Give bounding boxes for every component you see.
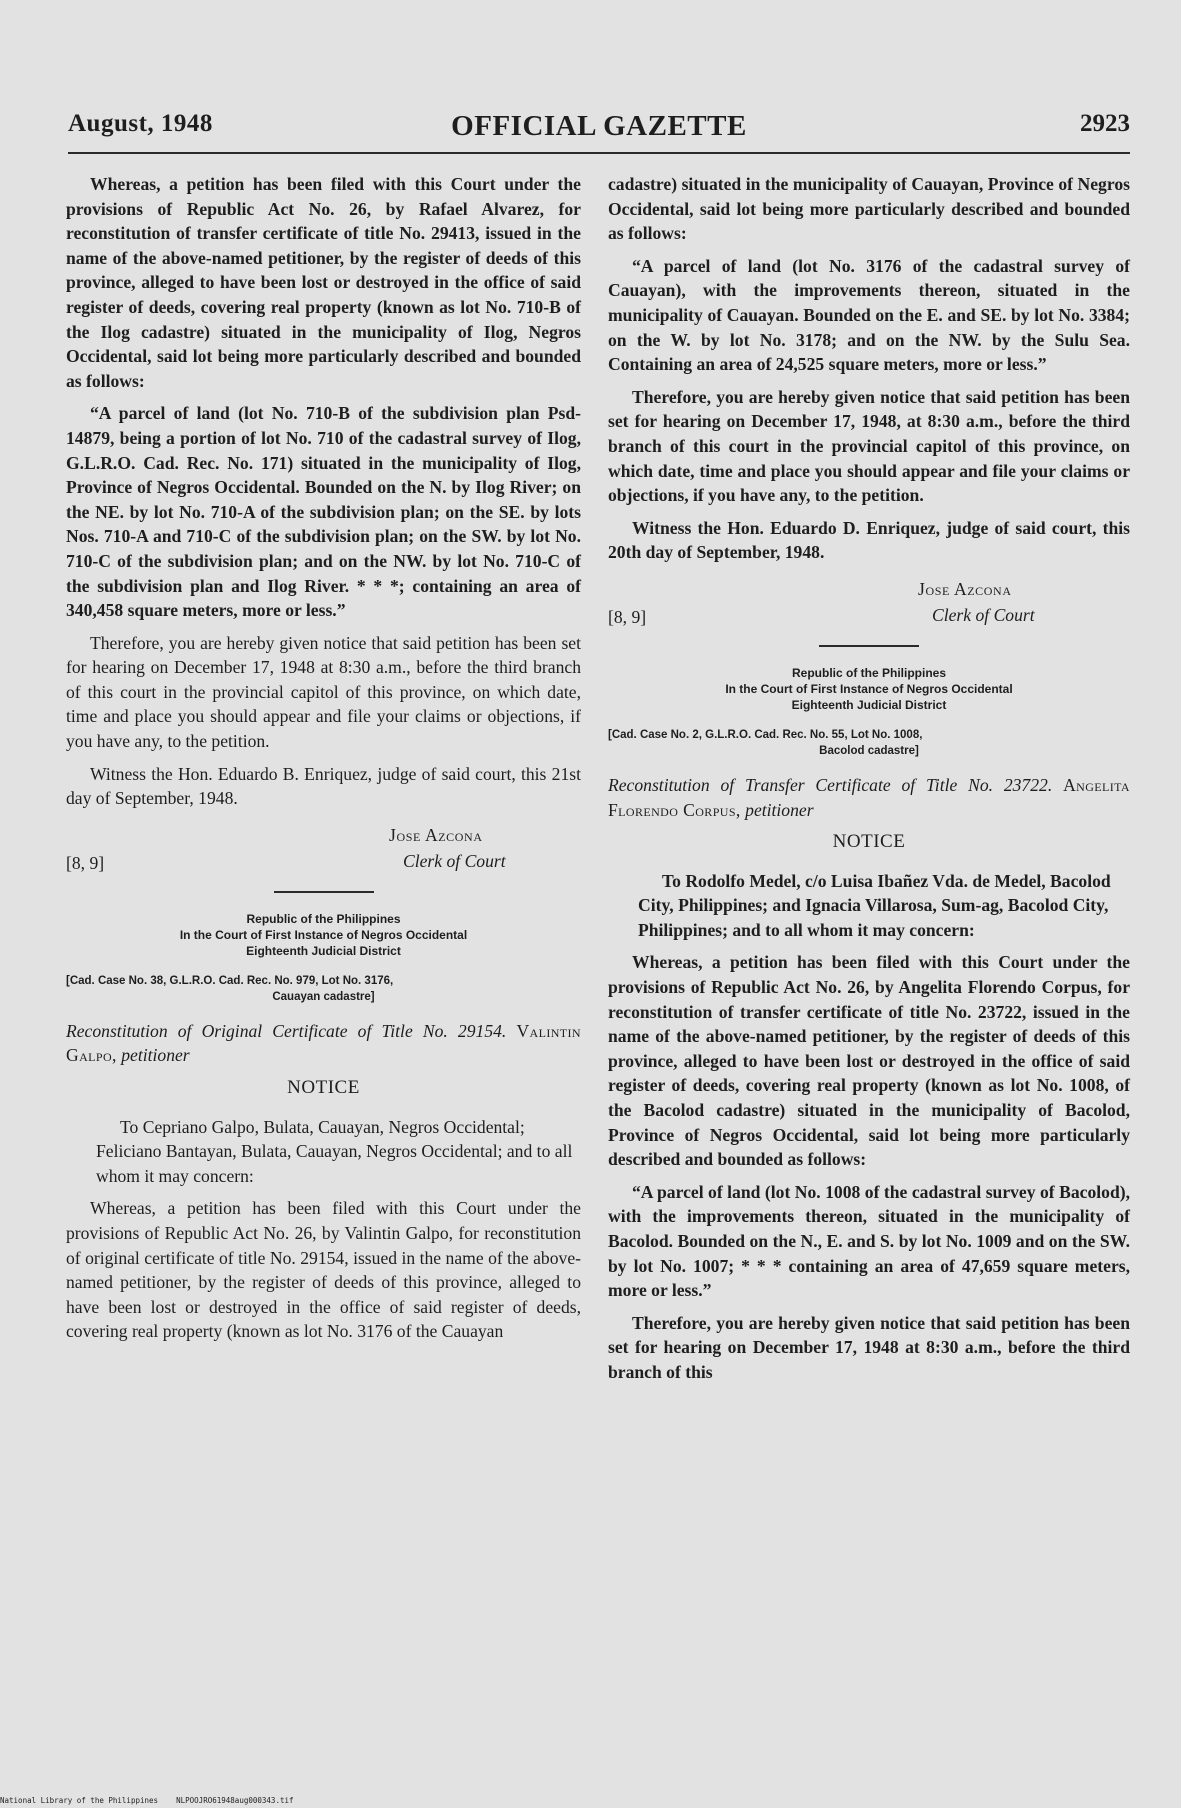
header-page-number: 2923 xyxy=(1080,110,1130,137)
court-line: Eighteenth Judicial District xyxy=(791,697,947,712)
court-line: Eighteenth Judicial District xyxy=(246,943,401,958)
case-line: Bacolod cadastre] xyxy=(819,744,919,757)
header-rule xyxy=(68,152,1130,154)
signatory-title: Clerk of Court xyxy=(403,850,506,871)
court-line: Republic of the Philippines xyxy=(791,665,946,680)
court-line: In the Court of First Instance of Negros Occidental xyxy=(725,681,1013,696)
case-line: [Cad. Case No. 38, G.L.R.O. Cad. Rec. No. 979, Lot No. 3176, xyxy=(66,974,394,987)
paragraph: Whereas, a petition has been filed with this Court under the provisions of Republic Act No. 26, by Rafael Alvarez, for reconstitution of transfer certificate of title No. 29413, issued in the name of the above-named petitioner, by the register of deeds of this province, alleged to have been lost or destroyed in the office of said register of deeds, covering real property (known as lot No. 710-B of the Ilog cadastre) situated in the municipality of Ilog, Negros Occidental, said lot being more particularly described and bounded as follows: xyxy=(66,174,581,391)
petitioner-role: petitioner xyxy=(121,1045,190,1066)
footer-file: NLPOOJRO61948aug000343.tif xyxy=(176,1796,294,1805)
paragraph: Witness the Hon. Eduardo B. Enriquez, judge of said court, this 21st day of September, 1948. xyxy=(66,763,581,809)
signature-block xyxy=(608,577,1130,631)
petitioner-name: Angelita Florendo Corpus, xyxy=(608,774,1130,820)
paragraph: Whereas, a petition has been filed with this Court under the provisions of Republic Act No. 26, by Valintin Galpo, for reconstitution of original certificate of title No. 29154, issued in the name of the above-named petitioner, by the register of deeds of this province, alleged to have been lost or destroyed in the office of said register of deeds, covering real property (known as lot No. 3176 of the Cauayan xyxy=(66,1198,581,1342)
issue-reference: [8, 9] xyxy=(608,606,647,627)
petitioner-role: petitioner xyxy=(745,799,814,820)
court-line: In the Court of First Instance of Negros Occidental xyxy=(179,927,468,942)
paragraph: Witness the Hon. Eduardo D. Enriquez, judge of said court, this 20th day of September, 1948. xyxy=(608,517,1130,563)
section-divider xyxy=(819,645,919,647)
petitioner-name: Valintin Galpo, xyxy=(66,1020,581,1066)
left-column xyxy=(66,172,581,1352)
case-reference xyxy=(608,727,1130,759)
paragraph: Therefore, you are hereby given notice that said petition has been set for hearing on December 17, 1948 at 8:30 a.m., before the third branch of this court in the provincial capitol of this province, on which date, time and place you should appear and file your claims or objections, if you have any, to the petition. xyxy=(66,632,581,752)
case-line: Cauayan cadastre] xyxy=(272,990,375,1003)
header-title: OFFICIAL GAZETTE xyxy=(451,110,747,142)
recon-title-text: Reconstitution of Original Certificate of Title No. 29154. xyxy=(66,1020,507,1041)
addressees: To Cepriano Galpo, Bulata, Cauayan, Negros Occidental; Feliciano Bantayan, Bulata, Cauayan, Negros Occidental; and to all whom it may concern: xyxy=(96,1116,573,1186)
scan-footer xyxy=(0,1796,1181,1805)
paragraph: Therefore, you are hereby given notice that said petition has been set for hearing on December 17, 1948 at 8:30 a.m., before the third branch of this xyxy=(608,1312,1130,1382)
reconstitution-title xyxy=(66,1019,581,1068)
reconstitution-title xyxy=(608,773,1130,822)
notice-heading: NOTICE xyxy=(832,831,906,853)
addressees: To Rodolfo Medel, c/o Luisa Ibañez Vda. de Medel, Bacolod City, Philippines; and Ignacia Villarosa, Sum-ag, Bacolod City, Philippines; and to all whom it may concern: xyxy=(638,870,1111,940)
issue-reference: [8, 9] xyxy=(66,852,105,873)
footer-source: National Library of the Philippines xyxy=(0,1796,159,1805)
right-column xyxy=(608,172,1130,1393)
section-divider xyxy=(274,891,374,893)
paragraph: Whereas, a petition has been filed with this Court under the provisions of Republic Act No. 26, by Angelita Florendo Corpus, for reconstitution of transfer certificate of title No. 23722, issued in the name of the above-named petitioner, by the register of deeds of this province, alleged to have been lost or destroyed in the office of said register of deeds, covering real property (known as lot No. 1008, of the Bacolod cadastre) situated in the municipality of Bacolod, Province of Negros Occidental, said lot being more particularly described and bounded as follows: xyxy=(608,952,1130,1170)
signature-block xyxy=(66,823,581,877)
signatory-name: Jose Azcona xyxy=(389,824,483,845)
paragraph: Therefore, you are hereby given notice that said petition has been set for hearing on December 17, 1948, at 8:30 a.m., before the third branch of this court in the provincial capitol of this province, on which date, time and place you should appear and file your claims or objections, if you have any, to the petition. xyxy=(608,386,1130,506)
case-reference xyxy=(66,973,581,1005)
paragraph: cadastre) situated in the municipality of Cauayan, Province of Negros Occidental, said lot being more particularly described and bounded as follows: xyxy=(608,174,1130,244)
court-heading xyxy=(608,665,1130,713)
signatory-title: Clerk of Court xyxy=(932,604,1035,625)
paragraph-quote: “A parcel of land (lot No. 3176 of the cadastral survey of Cauayan), with the improvements thereon, situated in the municipality of Cauayan. Bounded on the E. and SE. by lot No. 3384; on the W. by lot No. 3178; and on the NW. by the Sulu Sea. Containing an area of 24,525 square meters, more or less.” xyxy=(608,255,1130,375)
court-heading xyxy=(66,911,581,959)
court-line: Republic of the Philippines xyxy=(246,911,401,926)
case-line: [Cad. Case No. 2, G.L.R.O. Cad. Rec. No. 55, Lot No. 1008, xyxy=(608,728,923,741)
header-date: August, 1948 xyxy=(68,110,213,137)
page-header xyxy=(68,110,1130,154)
notice-heading: NOTICE xyxy=(287,1077,360,1099)
paragraph-quote: “A parcel of land (lot No. 1008 of the cadastral survey of Bacolod), with the improvements thereon, situated in the municipality of Bacolod. Bounded on the N., E. and S. by lot No. 1009 and on the SW. by lot No. 1007; * * * containing an area of 47,659 square meters, more or less.” xyxy=(608,1181,1130,1301)
paragraph-quote: “A parcel of land (lot No. 710-B of the subdivision plan Psd-14879, being a portion of lot No. 710 of the cadastral survey of Ilog, G.L.R.O. Cad. Rec. No. 171) situated in the municipality of Ilog, Province of Negros Occidental. Bounded on the N. by Ilog River; on the NE. by lot No. 710-A of the subdivision plan; on the SE. by lots Nos. 710-A and 710-C of the subdivision plan; on the SW. by lot No. 710-C of the subdivision plan; and on the NW. by lot No. 710-C of the subdivision plan and Ilog River. * * *; containing an area of 340,458 square meters, more or less.” xyxy=(66,403,581,621)
recon-title-text: Reconstitution of Transfer Certificate of Title No. 23722. xyxy=(608,774,1053,795)
signatory-name: Jose Azcona xyxy=(918,578,1012,599)
